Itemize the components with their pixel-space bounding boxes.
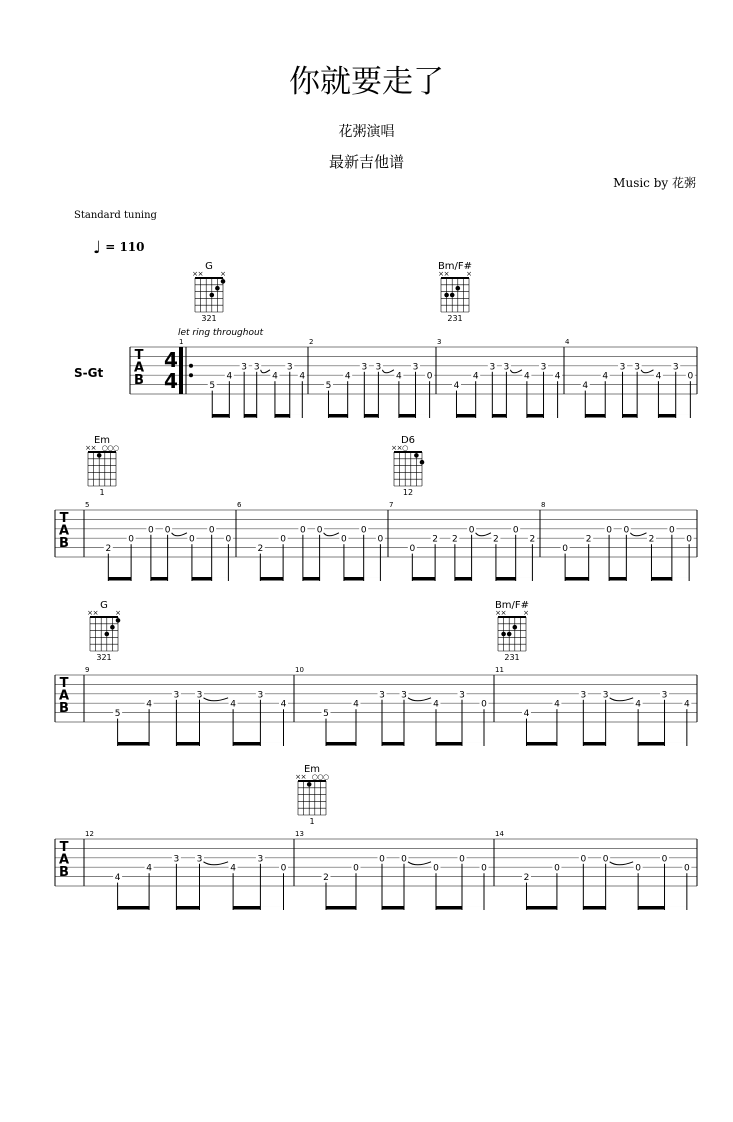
- tab-clef-letter: A: [58, 688, 70, 704]
- tie-curve: [610, 862, 633, 865]
- fret-number: 4: [433, 699, 439, 710]
- fret-number: 3: [619, 362, 626, 373]
- finger-dot: [110, 625, 115, 630]
- open-string-mark: ○: [311, 773, 318, 781]
- beam: [382, 742, 404, 746]
- fret-number: 0: [225, 534, 232, 545]
- muted-string-mark: ×: [438, 270, 444, 278]
- fret-number: 0: [686, 534, 693, 545]
- fret-number: 0: [128, 534, 134, 545]
- fret-number: 0: [401, 854, 407, 865]
- measure-number: 3: [437, 338, 442, 346]
- fret-number: 2: [529, 534, 536, 545]
- tab-clef-letter: B: [59, 865, 69, 880]
- finger-dot: [215, 286, 220, 291]
- fret-number: 3: [361, 362, 368, 373]
- beam: [492, 414, 506, 418]
- beam: [623, 414, 638, 418]
- tab-clef-letter: A: [58, 852, 70, 868]
- finger-dot: [116, 618, 121, 623]
- fret-number: 2: [648, 534, 655, 545]
- performer-subtitle: 花粥演唱: [338, 124, 395, 140]
- fret-number: 0: [459, 854, 465, 865]
- fret-number: 4: [554, 699, 560, 710]
- beam: [176, 906, 199, 910]
- beam: [303, 577, 320, 581]
- beam: [326, 906, 356, 910]
- fret-number: 5: [114, 709, 121, 720]
- muted-string-mark: ×: [396, 444, 403, 452]
- fret-number: 0: [280, 863, 287, 874]
- muted-string-mark: ×: [115, 609, 121, 617]
- fret-number: 3: [196, 690, 203, 701]
- tab-clef-letter: T: [134, 348, 144, 363]
- measure-number: 2: [309, 338, 314, 346]
- fret-number: 0: [683, 863, 690, 874]
- muted-string-mark: ×: [85, 444, 91, 452]
- fret-number: 2: [523, 873, 530, 884]
- fret-number: 0: [280, 534, 286, 545]
- tab-clef-letter: T: [59, 676, 69, 691]
- fret-number: 0: [602, 854, 609, 865]
- tie-curve: [476, 533, 491, 536]
- finger-dot: [97, 453, 102, 458]
- beam: [118, 906, 150, 910]
- fret-number: 0: [468, 525, 475, 536]
- fret-number: 3: [257, 854, 264, 865]
- fret-number: 4: [683, 699, 690, 710]
- measure-number: 11: [495, 666, 504, 674]
- beam: [176, 742, 199, 746]
- chord-name: Em: [303, 764, 321, 775]
- tie-curve: [630, 533, 646, 536]
- fret-number: 0: [300, 525, 306, 536]
- chord-fingering: 1: [309, 817, 315, 826]
- fret-number: 4: [554, 371, 561, 382]
- chord-name: Bm/F#: [494, 600, 530, 611]
- measure-number: 12: [85, 830, 94, 838]
- beam: [526, 742, 556, 746]
- beam: [344, 577, 364, 581]
- let-ring-text: let ring throughout: [178, 328, 264, 338]
- tempo-value: = 110: [105, 240, 145, 254]
- beam: [118, 742, 150, 746]
- time-signature-top: 4: [164, 348, 178, 372]
- fret-number: 4: [114, 873, 121, 884]
- measure-number: 7: [389, 501, 394, 509]
- chord-diagram-G: [87, 600, 121, 662]
- finger-dot: [444, 293, 449, 298]
- fret-number: 4: [524, 371, 530, 382]
- tie-curve: [172, 533, 187, 536]
- fret-number: 4: [299, 371, 306, 382]
- beam: [585, 414, 605, 418]
- fret-number: 4: [582, 381, 589, 392]
- song-title: 你就要走了: [289, 64, 444, 100]
- fret-number: 0: [661, 854, 668, 865]
- chord-diagram-Bm-F-: [438, 261, 472, 323]
- beam: [212, 414, 229, 418]
- fret-number: 3: [257, 690, 264, 701]
- tab-clef-letter: T: [59, 840, 69, 855]
- beam: [412, 577, 435, 581]
- tie-curve: [261, 370, 270, 373]
- fret-number: 4: [344, 371, 351, 382]
- composer-credit: Music by 花粥: [613, 176, 696, 190]
- fret-number: 3: [379, 690, 385, 701]
- measure-number: 10: [295, 666, 304, 674]
- fret-number: 4: [146, 863, 152, 874]
- beam: [326, 742, 356, 746]
- tie-curve: [204, 862, 229, 865]
- fret-number: 0: [189, 534, 195, 545]
- fret-number: 0: [148, 525, 154, 536]
- beam: [275, 414, 290, 418]
- finger-dot: [501, 632, 506, 637]
- fret-number: 0: [426, 371, 433, 382]
- measure-number: 1: [179, 338, 184, 346]
- fret-number: 4: [453, 381, 460, 392]
- tie-curve: [204, 698, 229, 701]
- muted-string-mark: ×: [220, 270, 226, 278]
- beam: [583, 906, 605, 910]
- beam: [399, 414, 416, 418]
- fret-number: 4: [635, 699, 641, 710]
- fret-number: 0: [164, 525, 171, 536]
- fret-number: 0: [353, 863, 359, 874]
- fret-number: 0: [512, 525, 519, 536]
- chord-diagram-Em: [85, 435, 119, 497]
- tie-curve: [408, 698, 431, 701]
- fret-number: 0: [481, 863, 487, 874]
- section-heading: 最新吉他谱: [328, 153, 404, 171]
- finger-dot: [105, 632, 110, 637]
- fret-number: 3: [489, 362, 496, 373]
- fret-number: 0: [377, 534, 384, 545]
- fret-number: 0: [669, 525, 675, 536]
- fret-number: 5: [323, 709, 329, 720]
- fret-number: 5: [325, 381, 332, 392]
- fret-number: 3: [173, 690, 180, 701]
- fret-number: 0: [580, 854, 587, 865]
- open-string-mark: ○: [112, 444, 120, 452]
- chord-fingering: 231: [504, 653, 520, 662]
- chord-fingering: 321: [201, 314, 217, 323]
- fret-number: 0: [433, 863, 439, 874]
- beam: [638, 742, 664, 746]
- fret-number: 0: [409, 544, 416, 555]
- muted-string-mark: ×: [300, 773, 307, 781]
- fret-number: 4: [523, 709, 530, 720]
- fret-number: 0: [481, 699, 487, 710]
- beam: [526, 906, 556, 910]
- fret-number: 4: [280, 699, 287, 710]
- open-string-mark: ○: [402, 444, 409, 452]
- beam: [233, 906, 260, 910]
- muted-string-mark: ×: [443, 270, 450, 278]
- muted-string-mark: ×: [466, 270, 472, 278]
- muted-string-mark: ×: [90, 444, 97, 452]
- muted-string-mark: ×: [295, 773, 301, 781]
- tie-curve: [408, 862, 431, 865]
- fret-number: 4: [472, 371, 479, 382]
- tie-curve: [324, 533, 339, 536]
- fret-number: 4: [272, 371, 278, 382]
- finger-dot: [507, 632, 512, 637]
- tab-clef-letter: B: [59, 701, 69, 716]
- repeat-dot: [189, 373, 193, 377]
- chord-fingering: 321: [96, 653, 112, 662]
- fret-number: 4: [353, 699, 359, 710]
- time-signature-bottom: 4: [164, 369, 178, 393]
- chord-name: Em: [93, 435, 111, 446]
- fret-number: 0: [606, 525, 612, 536]
- fret-number: 3: [602, 690, 609, 701]
- fret-number: 2: [257, 544, 264, 555]
- fret-number: 3: [580, 690, 587, 701]
- chord-diagram-Em: [295, 764, 329, 826]
- fret-number: 4: [602, 371, 609, 382]
- measure-number: 9: [85, 666, 90, 674]
- fret-number: 3: [412, 362, 419, 373]
- finger-dot: [221, 279, 226, 284]
- chord-fingering: 231: [447, 314, 463, 323]
- fret-number: 2: [493, 534, 499, 545]
- beam: [436, 742, 462, 746]
- beam: [382, 906, 404, 910]
- finger-dot: [456, 286, 461, 291]
- open-string-mark: ○: [101, 444, 108, 452]
- tab-clef-letter: T: [59, 511, 69, 526]
- chord-diagram-G: [192, 261, 226, 323]
- fret-number: 3: [661, 690, 668, 701]
- fret-number: 3: [672, 362, 679, 373]
- beam: [244, 414, 257, 418]
- fret-number: 0: [554, 863, 560, 874]
- beam: [455, 577, 472, 581]
- measure-number: 8: [541, 501, 546, 509]
- tie-curve: [382, 370, 393, 373]
- beam: [651, 577, 671, 581]
- muted-string-mark: ×: [495, 609, 501, 617]
- tab-clef-letter: A: [58, 523, 70, 539]
- muted-string-mark: ×: [523, 609, 529, 617]
- finger-dot: [420, 460, 425, 465]
- fret-number: 3: [503, 362, 510, 373]
- beam: [233, 742, 260, 746]
- fret-number: 2: [585, 534, 592, 545]
- open-string-mark: ○: [107, 444, 114, 452]
- muted-string-mark: ×: [500, 609, 507, 617]
- muted-string-mark: ×: [197, 270, 204, 278]
- finger-dot: [210, 293, 215, 298]
- fret-number: 3: [401, 690, 407, 701]
- fret-number: 2: [105, 544, 112, 555]
- finger-dot: [513, 625, 518, 630]
- fret-number: 0: [360, 525, 367, 536]
- fret-number: 2: [452, 534, 458, 545]
- beam: [527, 414, 544, 418]
- open-string-mark: ○: [322, 773, 330, 781]
- chord-name: Bm/F#: [437, 261, 473, 272]
- fret-number: 4: [655, 371, 662, 382]
- beam: [609, 577, 626, 581]
- beam: [192, 577, 212, 581]
- beam: [151, 577, 168, 581]
- track-name: S-Gt: [74, 366, 104, 380]
- chord-name: G: [100, 600, 108, 611]
- quarter-note-icon: ♩: [93, 238, 102, 258]
- fret-number: 3: [173, 854, 180, 865]
- measure-number: 14: [495, 830, 504, 838]
- beam: [583, 742, 605, 746]
- open-string-mark: ○: [317, 773, 324, 781]
- fret-number: 3: [459, 690, 465, 701]
- beam: [456, 414, 475, 418]
- beam: [108, 577, 131, 581]
- finger-dot: [414, 453, 419, 458]
- chord-name: D6: [400, 435, 416, 446]
- muted-string-mark: ×: [87, 609, 93, 617]
- fret-number: 0: [208, 525, 215, 536]
- measure-number: 6: [237, 501, 242, 509]
- measure-number: 13: [295, 830, 304, 838]
- beam: [496, 577, 516, 581]
- fret-number: 0: [316, 525, 323, 536]
- fret-number: 3: [196, 854, 203, 865]
- fret-number: 4: [146, 699, 152, 710]
- tab-clef-letter: B: [59, 536, 69, 551]
- fret-number: 2: [323, 873, 329, 884]
- fret-number: 4: [230, 863, 236, 874]
- fret-number: 3: [634, 362, 641, 373]
- chord-fingering: 12: [402, 488, 414, 497]
- chord-name: G: [205, 261, 213, 272]
- fret-number: 0: [379, 854, 385, 865]
- beam: [328, 414, 347, 418]
- muted-string-mark: ×: [192, 270, 198, 278]
- repeat-thick-bar: [179, 347, 183, 394]
- fret-number: 0: [562, 544, 568, 555]
- fret-number: 4: [396, 371, 402, 382]
- repeat-dot: [189, 364, 193, 368]
- tab-clef-letter: A: [133, 360, 145, 376]
- fret-number: 3: [286, 362, 293, 373]
- chord-fingering: 1: [99, 488, 105, 497]
- fret-number: 0: [623, 525, 630, 536]
- tuning-label: Standard tuning: [74, 210, 157, 221]
- tie-curve: [641, 370, 653, 373]
- fret-number: 3: [375, 362, 382, 373]
- beam: [638, 906, 664, 910]
- fret-number: 0: [687, 371, 694, 382]
- beam: [364, 414, 378, 418]
- fret-number: 0: [635, 863, 641, 874]
- fret-number: 4: [226, 371, 233, 382]
- tab-clef-letter: B: [134, 373, 144, 388]
- fret-number: 0: [341, 534, 347, 545]
- finger-dot: [307, 782, 312, 787]
- beam: [565, 577, 589, 581]
- fret-number: 2: [432, 534, 438, 545]
- fret-number: 4: [230, 699, 236, 710]
- fret-number: 3: [241, 362, 248, 373]
- tie-curve: [610, 698, 633, 701]
- finger-dot: [450, 293, 455, 298]
- beam: [658, 414, 675, 418]
- fret-number: 3: [253, 362, 260, 373]
- chord-diagram-Bm-F-: [495, 600, 529, 662]
- chord-diagram-D6: [391, 435, 424, 497]
- tie-curve: [510, 370, 521, 373]
- muted-string-mark: ×: [391, 444, 397, 452]
- fret-number: 5: [209, 381, 216, 392]
- measure-number: 4: [565, 338, 570, 346]
- beam: [260, 577, 283, 581]
- fret-number: 3: [540, 362, 547, 373]
- muted-string-mark: ×: [92, 609, 99, 617]
- measure-number: 5: [85, 501, 90, 509]
- beam: [436, 906, 462, 910]
